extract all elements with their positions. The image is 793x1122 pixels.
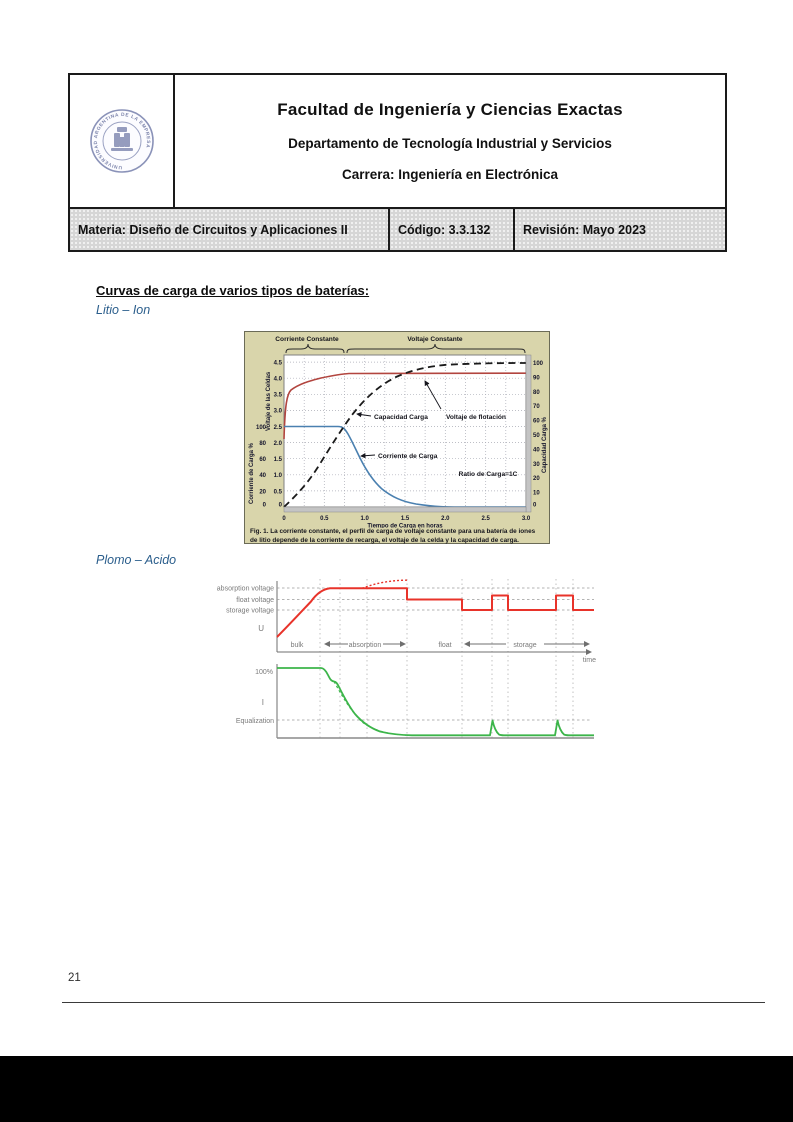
- time-axis-label: time: [582, 657, 596, 664]
- x-axis-label: Tiempo de Carga en horas: [367, 523, 443, 528]
- brace-corriente-constante: [286, 344, 344, 353]
- current-tick: 100: [255, 425, 266, 431]
- capacity-tick: 70: [533, 404, 540, 411]
- litio-ion-chart-figure: [244, 331, 550, 544]
- annotation-corriente-carga: Corriente de Carga: [378, 453, 438, 460]
- faculty-title: Facultad de Ingeniería y Ciencias Exactas: [277, 100, 623, 119]
- capacity-tick: 80: [533, 389, 540, 396]
- logo-cell: [70, 75, 175, 207]
- capacity-tick: 60: [533, 418, 540, 425]
- x-tick: 1.0: [360, 516, 369, 522]
- capacity-tick: 90: [533, 375, 540, 382]
- storage-voltage-label: storage voltage: [226, 607, 274, 615]
- right-axis-capacity-label: Capacidad Carga %: [542, 416, 548, 473]
- current-100-label: 100%: [255, 669, 273, 676]
- annotation-voltaje-flotacion: Voltaje de flotación: [446, 414, 506, 421]
- university-seal-icon: [80, 99, 164, 183]
- header-row-title: [70, 75, 725, 207]
- voltage-tick: 4.0: [273, 376, 282, 383]
- department-title: Departamento de Tecnología Industrial y Servicios: [288, 136, 612, 151]
- x-tick: 2.5: [481, 516, 490, 522]
- phase-separator-lines: [320, 579, 573, 738]
- phase-label-storage: storage: [513, 642, 537, 649]
- bottom-black-band: [0, 1056, 793, 1122]
- page-number: 21: [68, 972, 81, 984]
- voltage-tick: 3.0: [273, 408, 282, 415]
- voltage-tick: 0.5: [273, 489, 282, 496]
- phase-label-bulk: bulk: [290, 642, 304, 649]
- plomo-acido-chart: [184, 574, 604, 746]
- subsection-plomo-acido: Plomo – Acido: [96, 553, 177, 567]
- current-tick: 0: [262, 502, 266, 509]
- zone-label-corriente-constante: Corriente Constante: [275, 336, 339, 343]
- bottom-axis-bar: [284, 507, 526, 512]
- career-title: Carrera: Ingeniería en Electrónica: [341, 167, 559, 182]
- float-voltage-label: float voltage: [236, 597, 274, 604]
- x-tick: 3.0: [521, 516, 531, 522]
- capacity-tick: 20: [533, 476, 540, 483]
- current-tick: 40: [259, 473, 266, 479]
- absorption-voltage-label: absorption voltage: [216, 585, 274, 593]
- current-tick: 60: [259, 457, 266, 463]
- subject-cell: Materia: Diseño de Circuitos y Aplicaciones II: [70, 209, 390, 250]
- voltage-tick: 1.5: [273, 457, 282, 463]
- phase-label-float: float: [438, 642, 452, 649]
- voltage-tick: 1.0: [273, 473, 282, 479]
- voltage-tick: 2.0: [273, 441, 282, 447]
- svg-text:UNIVERSIDAD ARGENTINA DE LA EM: UNIVERSIDAD ARGENTINA DE LA EMPRESA: [93, 112, 150, 170]
- x-tick: 0.5: [320, 516, 329, 522]
- revision-cell: Revisión: Mayo 2023: [523, 222, 646, 237]
- x-tick: 2.0: [441, 516, 450, 522]
- voltage-tick: 3.5: [273, 392, 282, 399]
- section-title: Curvas de carga de varios tipos de baterías:: [96, 283, 370, 298]
- capacity-tick: 0: [533, 502, 537, 509]
- capacity-tick: 100: [533, 361, 544, 367]
- code-cell: Código: 3.3.132: [390, 209, 515, 250]
- current-tick: 20: [259, 489, 266, 496]
- plomo-acido-chart-figure: [184, 574, 604, 746]
- voltage-axis-label: U: [258, 624, 264, 633]
- capacity-tick: 10: [533, 490, 540, 497]
- voltage-tick: 0: [278, 502, 282, 509]
- voltage-curve-dotted-variant: [362, 580, 407, 588]
- voltage-curve: [277, 588, 594, 637]
- left-axis-voltage-label: Voltaje de las Celdas: [266, 371, 272, 431]
- capacity-tick: 50: [533, 433, 540, 439]
- header-row-meta: [70, 207, 725, 250]
- x-tick: 1.5: [400, 516, 410, 522]
- voltage-tick: 2.5: [273, 425, 282, 431]
- current-axis-label: I: [261, 698, 264, 707]
- right-axis-bar: [526, 355, 531, 512]
- subsection-litio-ion: Litio – Ion: [96, 303, 151, 317]
- current-curve: [277, 668, 594, 735]
- figure-caption: Fig. 1. La corriente constante, el perfil de carga de voltaje constante para una batería de iones de litio depende de la corriente de recarga, el voltaje de la celda y la capacidad de carga.: [250, 528, 536, 544]
- annotation-ratio-carga: Ratio de Carga=1C: [458, 471, 518, 478]
- footer-rule: [62, 1002, 765, 1003]
- annotation-capacidad-carga: Capacidad Carga: [374, 414, 428, 421]
- voltage-tick: 4.5: [273, 360, 282, 367]
- x-tick: 0: [282, 516, 286, 522]
- left-axis-current-label: Corriente de Carga %: [249, 442, 255, 504]
- current-tick: 80: [259, 441, 266, 447]
- header-table: [68, 73, 727, 252]
- capacity-tick: 30: [533, 461, 540, 468]
- equalization-label: Equalization: [235, 718, 274, 725]
- brace-voltaje-constante: [347, 344, 525, 353]
- capacity-tick: 40: [533, 447, 540, 454]
- zone-label-voltaje-constante: Voltaje Constante: [407, 336, 463, 343]
- litio-ion-chart: [245, 332, 549, 528]
- phase-label-absorption: absorption: [348, 642, 382, 649]
- header-title-block: [175, 75, 725, 207]
